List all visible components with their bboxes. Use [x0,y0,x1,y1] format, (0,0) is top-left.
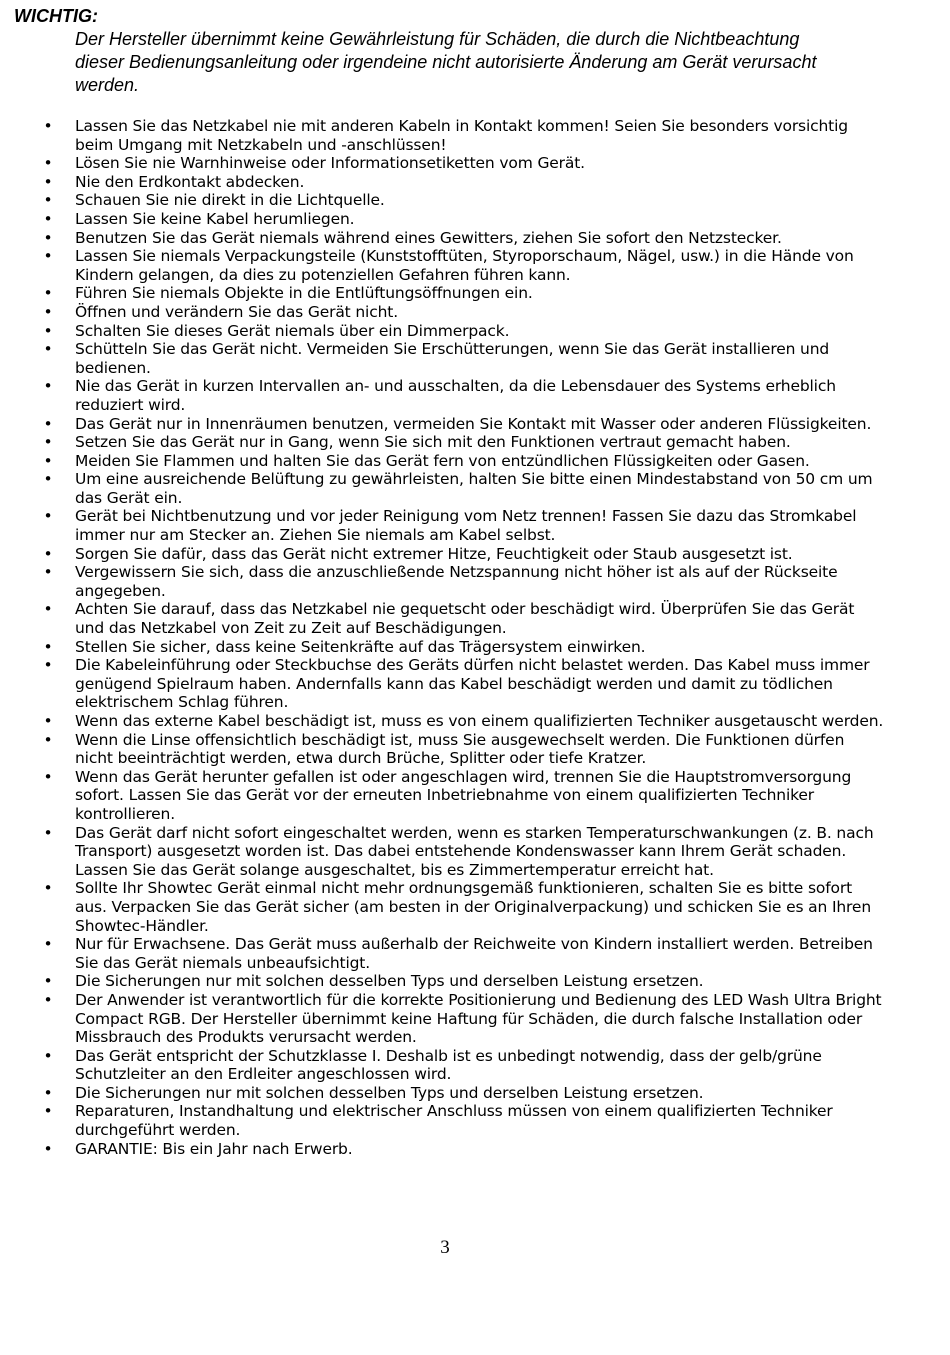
list-item-text: Wenn das externe Kabel beschädigt ist, muss es von einem qualifizierten Techniker ausgetauscht werden. [75,712,884,730]
list-item-text: Wenn das Gerät herunter gefallen ist oder angeschlagen wird, trennen Sie die Hauptstromversorgung sofort. Lassen Sie das Gerät vor der erneuten Inbetriebnahme von einem qualifizierten Techniker kontrollieren. [75,767,852,823]
list-item [0,433,950,452]
list-item-text: Die Kabeleinführung oder Steckbuchse des Geräts dürfen nicht belastet werden. Das Kabel muss immer genügend Spielraum haben. Andernfalls kann das Kabel beschädigt werden und damit zu tödlichen elektrischem Schlag führen. [75,656,870,712]
bullet-icon: • [43,656,53,675]
list-item [0,1102,950,1139]
list-item-text: Der Anwender ist verantwortlich für die korrekte Positionierung und Bedienung des LED Wash Ultra Bright Compact RGB. Der Hersteller übernimmt keine Haftung für Schäden, die durch falsche Installation oder Missbrauch des Produkts verursacht werden. [75,990,882,1047]
list-item [0,991,950,1047]
list-item [0,563,950,600]
list-item [0,247,950,284]
bullet-icon: • [43,470,53,489]
list-item-text: Gerät bei Nichtbenutzung und vor jeder Reinigung vom Netz trennen! Fassen Sie dazu das Stromkabel immer nur am Stecker an. Ziehen Sie niemals am Kabel selbst. [75,507,857,545]
list-item [0,879,950,935]
list-item [0,768,950,824]
bullet-icon: • [43,1046,53,1065]
bullet-icon: • [43,228,53,247]
list-item-text: Setzen Sie das Gerät nur in Gang, wenn Sie sich mit den Funktionen vertraut gemacht haben. [75,433,791,452]
bullet-icon: • [43,507,53,526]
list-item [0,545,950,564]
bullet-icon: • [43,600,53,619]
bullet-icon: • [43,544,53,563]
list-item-text: Vergewissern Sie sich, dass die anzuschließende Netzspannung nicht höher ist als auf der Rückseite angegeben. [75,563,838,600]
bullet-icon: • [43,414,53,433]
bullet-icon: • [43,730,53,749]
bullet-icon: • [43,767,53,786]
list-item-text: Benutzen Sie das Gerät niemals während eines Gewitters, ziehen Sie sofort den Netzstecker. [75,228,782,247]
list-item [0,656,950,712]
list-item [0,972,950,991]
list-item-text: Das Gerät darf nicht sofort eingeschaltet werden, wenn es starken Temperaturschwankungen (z. B. nach Transport) ausgesetzt worden ist. Das dabei entstehende Kondenswasser kann Ihrem Gerät schaden. Lassen Sie das Gerät solange ausgeschaltet, bis es Zimmertemperatur erreicht hat. [75,823,874,879]
list-item [0,154,950,173]
list-item-text: Wenn die Linse offensichtlich beschädigt ist, muss Sie ausgewechselt werden. Die Funktionen dürfen nicht beeinträchtigt werden, etwa durch Brüche, Splitter oder tiefe Kratzer. [75,730,845,768]
bullet-icon: • [43,117,53,135]
list-item [0,173,950,192]
bullet-icon: • [43,433,53,452]
list-item [0,191,950,210]
bullet-icon: • [43,972,53,991]
list-item [0,340,950,377]
bullet-icon: • [43,284,53,303]
bullet-icon: • [43,1083,53,1102]
list-item-text: Lösen Sie nie Warnhinweise oder Informationsetiketten vom Gerät. [75,154,585,173]
list-item-text: Die Sicherungen nur mit solchen desselben Typs und derselben Leistung ersetzen. [75,972,704,991]
list-item-text: Lassen Sie niemals Verpackungsteile (Kunststofftüten, Styroporschaum, Nägel, usw.) in die Hände von Kindern gelangen, da dies zu potenziellen Gefahren führen kann. [75,247,854,284]
bullet-icon: • [43,191,53,210]
bullet-icon: • [43,637,53,656]
bullet-icon: • [43,935,53,954]
list-item [0,284,950,303]
list-item [0,1047,950,1084]
list-item [0,303,950,322]
list-item-text: Das Gerät entspricht der Schutzklasse I. Deshalb ist es unbedingt notwendig, dass der gelb/grüne Schutzleiter an den Erdleiter angeschlossen wird. [75,1046,822,1084]
list-item [0,452,950,471]
list-item [0,322,950,341]
list-item-text: Um eine ausreichende Belüftung zu gewährleisten, halten Sie bitte einen Mindestabstand von 50 cm um das Gerät ein. [75,470,873,507]
bullet-icon: • [43,247,53,266]
list-item-text: GARANTIE: Bis ein Jahr nach Erwerb. [75,1139,353,1158]
warning-heading: WICHTIG: [14,6,98,26]
list-item-text: Öffnen und verändern Sie das Gerät nicht. [75,302,398,321]
bullet-icon: • [43,154,53,173]
list-item-text: Schütteln Sie das Gerät nicht. Vermeiden Sie Erschütterungen, wenn Sie das Gerät installieren und bedienen. [75,340,830,377]
list-item-text: Stellen Sie sicher, dass keine Seitenkräfte auf das Trägersystem einwirken. [75,637,646,656]
list-item [0,824,950,880]
bullet-icon: • [43,321,53,340]
list-item [0,507,950,544]
list-item-text: Die Sicherungen nur mit solchen desselben Typs und derselben Leistung ersetzen. [75,1083,704,1102]
list-item-text: Lassen Sie keine Kabel herumliegen. [75,209,355,228]
list-item-text: Sollte Ihr Showtec Gerät einmal nicht mehr ordnungsgemäß funktionieren, schalten Sie es bitte sofort aus. Verpacken Sie das Gerät sicher (am besten in der Originalverpackung) und schicken Sie es an Ihren Showtec-Händler. [75,879,871,935]
bullet-icon: • [43,823,53,842]
list-item [0,600,950,637]
list-item-text: Nie das Gerät in kurzen Intervallen an- und ausschalten, da die Lebensdauer des Systems erheblich reduziert wird. [75,377,836,414]
list-item-text: Sorgen Sie dafür, dass das Gerät nicht extremer Hitze, Feuchtigkeit oder Staub ausgesetzt ist. [75,544,793,563]
bullet-icon: • [43,451,53,470]
list-item-text: Nur für Erwachsene. Das Gerät muss außerhalb der Reichweite von Kindern installiert werden. Betreiben Sie das Gerät niemals unbeaufsichtigt. [75,935,873,972]
list-item [0,935,950,972]
bullet-icon: • [43,172,53,191]
page-number: 3 [440,1237,450,1258]
list-item [0,1084,950,1103]
list-item [0,117,950,154]
list-item [0,415,950,434]
bullet-icon: • [43,302,53,321]
bullet-icon: • [43,377,53,396]
list-item [0,229,950,248]
list-item-text: Führen Sie niemals Objekte in die Entlüftungsöffnungen ein. [75,284,533,303]
bullet-icon: • [43,990,53,1009]
list-item [0,210,950,229]
list-item [0,470,950,507]
warning-text: Der Hersteller übernimmt keine Gewährleistung für Schäden, die durch die Nichtbeachtung dieser Bedienungsanleitung oder irgendeine nicht autorisierte Änderung am Gerät verursacht werden. [75,29,817,95]
list-item [0,1140,950,1159]
safety-instructions-list [0,117,950,1158]
list-item-text: Schauen Sie nie direkt in die Lichtquelle. [75,191,385,210]
list-item-text: Das Gerät nur in Innenräumen benutzen, vermeiden Sie Kontakt mit Wasser oder anderen Flüssigkeiten. [75,414,872,433]
bullet-icon: • [43,1139,53,1158]
bullet-icon: • [43,712,53,730]
list-item-text: Schalten Sie dieses Gerät niemals über ein Dimmerpack. [75,321,510,340]
list-item-text: Meiden Sie Flammen und halten Sie das Gerät fern von entzündlichen Flüssigkeiten oder Gasen. [75,451,810,470]
list-item-text: Reparaturen, Instandhaltung und elektrischer Anschluss müssen von einem qualifizierten Techniker durchgeführt werden. [75,1102,833,1140]
list-item [0,712,950,731]
list-item-text: Lassen Sie das Netzkabel nie mit anderen Kabeln in Kontakt kommen! Seien Sie besonders vorsichtig beim Umgang mit Netzkabeln und -anschlüssen! [75,117,848,154]
list-item [0,377,950,414]
bullet-icon: • [43,340,53,359]
list-item [0,731,950,768]
bullet-icon: • [43,1102,53,1121]
list-item-text: Nie den Erdkontakt abdecken. [75,172,305,191]
list-item [0,638,950,657]
bullet-icon: • [43,879,53,898]
bullet-icon: • [43,563,53,582]
list-item-text: Achten Sie darauf, dass das Netzkabel nie gequetscht oder beschädigt wird. Überprüfen Sie das Gerät und das Netzkabel von Zeit zu Zeit auf Beschädigungen. [75,600,855,638]
bullet-icon: • [43,209,53,228]
